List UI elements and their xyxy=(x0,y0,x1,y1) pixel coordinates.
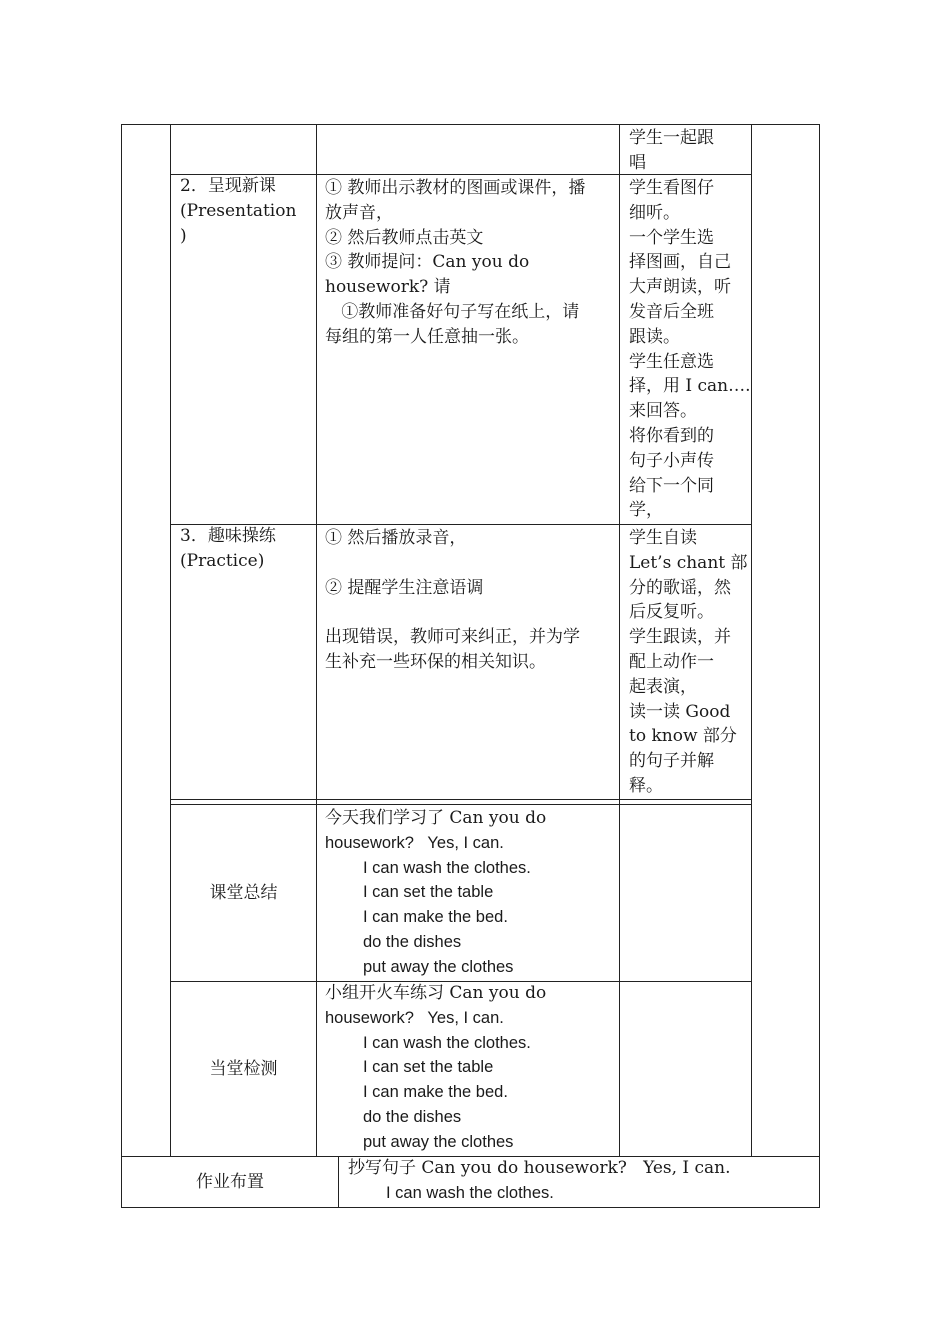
text-line: 发音后全班 xyxy=(629,301,714,322)
practice-teacher-cell xyxy=(325,526,617,675)
col-divider xyxy=(619,124,620,1156)
text-line: 学生自读 xyxy=(629,528,697,548)
step-subtitle: (Practice) xyxy=(180,550,265,571)
presentation-teacher-cell xyxy=(325,176,617,350)
homework-content-cell xyxy=(348,1156,816,1206)
text-line: 句子小声传 xyxy=(629,450,714,471)
text-line xyxy=(325,600,617,625)
check-label: 当堂检测 xyxy=(209,1058,278,1079)
practice-student-cell xyxy=(629,526,749,799)
text-line: 配上动作一 xyxy=(629,651,714,672)
text-line: 读一读 Good xyxy=(629,701,731,722)
text-line: 学生跟读，并 xyxy=(629,627,731,648)
sentence-item: I can make the bed. xyxy=(363,1083,508,1102)
row-divider xyxy=(170,799,751,800)
col-divider xyxy=(338,1156,339,1208)
presentation-student-cell xyxy=(629,176,749,523)
check-label-cell xyxy=(171,982,316,1156)
text-line: ② 然后教师点击英文 xyxy=(325,227,484,248)
text-line: 释。 xyxy=(629,775,663,796)
text-line: housework? Yes, I can. xyxy=(325,833,504,852)
text-line: 抄写句子 Can you do housework? Yes, I can. xyxy=(348,1158,731,1178)
text-line: 给下一个同 xyxy=(629,475,714,496)
text-line: 学生看图仔 xyxy=(629,178,714,198)
table-border-bottom xyxy=(121,1207,820,1208)
text-line: 将你看到的 xyxy=(629,425,714,446)
step-subtitle: ) xyxy=(180,225,187,246)
text-line: 一个学生选 xyxy=(629,227,714,248)
text-line: 学， xyxy=(629,500,663,521)
text-line: housework? 请 xyxy=(325,277,451,298)
text-line: 生补充一些环保的相关知识。 xyxy=(325,651,546,672)
text-line: 来回答。 xyxy=(629,401,697,422)
text-line: 出现错误，教师可来纠正，并为学 xyxy=(325,627,580,648)
table-border-top xyxy=(121,124,820,125)
text-line: 学生任意选 xyxy=(629,351,714,372)
summary-label-cell xyxy=(171,805,316,981)
sentence-item: do the dishes xyxy=(363,1107,462,1126)
step-title: 2．呈现新课 xyxy=(180,176,276,196)
check-content-cell xyxy=(325,981,617,1155)
text-line: 学生一起跟 xyxy=(629,128,714,148)
step-title: 3．趣味操练 xyxy=(180,526,276,546)
sentence-item: do the dishes xyxy=(363,932,462,951)
text-line: 细听。 xyxy=(629,202,680,223)
table-border-left xyxy=(121,124,122,1208)
text-line xyxy=(325,551,617,576)
text-line: to know 部分 xyxy=(629,726,737,747)
sentence-item: I can set the table xyxy=(363,883,494,902)
text-line: ② 提醒学生注意语调 xyxy=(325,577,484,598)
summary-content-cell xyxy=(325,806,617,980)
text-line: 的句子并解 xyxy=(629,751,714,772)
text-line: 放声音， xyxy=(325,202,393,223)
text-line: 唱 xyxy=(629,152,646,173)
step-subtitle: (Presentation xyxy=(180,200,297,221)
sentence-item: I can set the table xyxy=(363,1058,494,1077)
sentence-item: put away the clothes xyxy=(363,1132,514,1151)
text-line: 跟读。 xyxy=(629,326,680,347)
sentence-item: put away the clothes xyxy=(363,957,514,976)
sentence-item: I can wash the clothes. xyxy=(363,1033,531,1052)
text-line: 后反复听。 xyxy=(629,602,714,623)
text-line: 今天我们学习了 Can you do xyxy=(325,808,547,828)
text-line: Let’s chant 部 xyxy=(629,552,748,573)
presentation-step-cell xyxy=(180,174,314,248)
text-line: 择图画，自己 xyxy=(629,252,731,273)
col-divider xyxy=(316,124,317,1156)
practice-step-cell xyxy=(180,524,314,574)
homework-label: 作业布置 xyxy=(196,1171,264,1192)
text-line: ① 然后播放录音， xyxy=(325,528,467,548)
sentence-item: I can wash the clothes. xyxy=(363,858,531,877)
summary-label: 课堂总结 xyxy=(209,882,278,903)
text-line: housework? Yes, I can. xyxy=(325,1008,504,1027)
text-line: 每组的第一人任意抽一张。 xyxy=(325,326,529,347)
text-line: 分的歌谣，然 xyxy=(629,577,731,598)
sentence-item: I can wash the clothes. xyxy=(386,1183,554,1202)
text-line: ③ 教师提问：Can you do xyxy=(325,252,530,273)
text-line: 大声朗读，听 xyxy=(629,277,731,298)
text-line: ①教师准备好句子写在纸上，请 xyxy=(325,301,580,322)
sentence-item: I can make the bed. xyxy=(363,908,508,927)
top-student-cell xyxy=(629,126,747,176)
text-line: ① 教师出示教材的图画或课件，播 xyxy=(325,178,586,198)
text-line: 择，用 I can…. xyxy=(629,376,751,397)
text-line: 小组开火车练习 Can you do xyxy=(325,983,547,1003)
homework-label-cell xyxy=(122,1157,338,1207)
text-line: 起表演， xyxy=(629,676,697,697)
col-divider xyxy=(751,124,752,1156)
table-border-right xyxy=(819,124,820,1208)
